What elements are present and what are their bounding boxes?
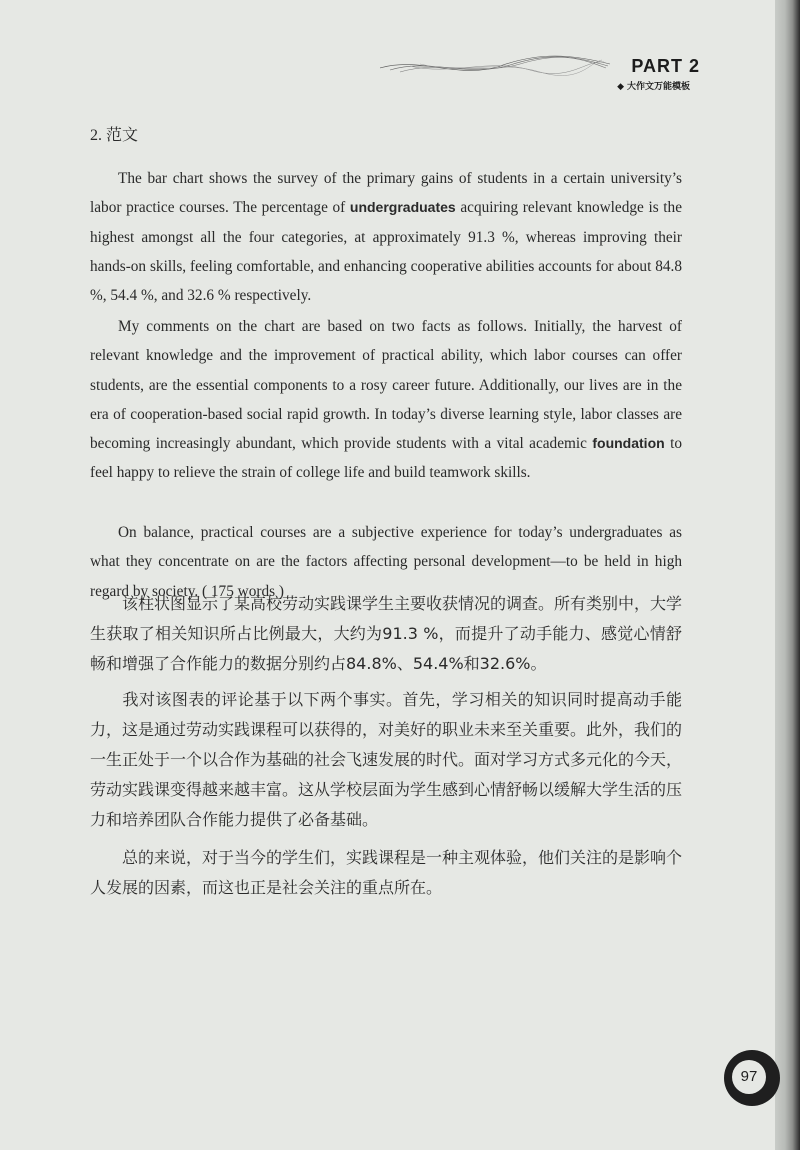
page-number-badge [724, 1050, 780, 1106]
essay-p1-end: acquiring relevant knowledge is the highest amongst all the four categories, at approximately 91.3 %, whereas improving their hands-on skills, feeling comfortable, and enhancing cooperative abilities accounts for about 84.8 %, 54.4 %, and 32.6 % respectively. [90, 199, 682, 305]
part-subtitle-text: 大作文万能模板 [626, 81, 690, 91]
translation-paragraph-2 [90, 685, 682, 835]
part-title: PART 2 [631, 56, 700, 76]
translation-paragraph-1 [90, 589, 682, 679]
diamond-icon: ◆ [617, 81, 624, 91]
essay-p3-text: On balance, practical courses are a subjective experience for today’s undergraduates as what they concentrate on are the factors affecting personal development—to be held in high regard by society. ( 175 words ) [90, 524, 682, 600]
part-subtitle [617, 79, 690, 92]
header-wave-decoration [380, 46, 610, 86]
essay-p1-bold: undergraduates [349, 199, 456, 216]
essay-paragraph-2 [90, 312, 682, 488]
translation-p1-text: 该柱状图显示了某高校劳动实践课学生主要收获情况的调查。所有类别中，大学生获取了相关知识所占比例最大，大约为91.3 %，而提升了动手能力、感觉心情舒畅和增强了合作能力的数据分别约占84.8%、54.4%和32.6%。 [90, 594, 683, 673]
translation-p2-text: 我对该图表的评论基于以下两个事实。首先，学习相关的知识同时提高动手能力，这是通过劳动实践课程可以获得的，对美好的职业未来至关重要。此外，我们的一生正处于一个以合作为基础的社会飞速发展的时代。面对学习方式多元化的今天，劳动实践课变得越来越丰富。这从学校层面为学生感到心情舒畅以缓解大学生活的压力和培养团队合作能力提供了必备基础。 [90, 690, 683, 829]
translation-p3-text: 总的来说，对于当今的学生们，实践课程是一种主观体验，他们关注的是影响个人发展的因素，而这也正是社会关注的重点所在。 [90, 848, 683, 897]
translation-paragraph-3 [90, 843, 682, 903]
essay-p2-end: to feel happy to relieve the strain of college life and build teamwork skills. [90, 435, 682, 482]
essay-p2-bold: foundation [592, 435, 665, 452]
essay-p2-start: My comments on the chart are based on two facts as follows. Initially, the harvest of relevant knowledge and the improvement of practical ability, which labor courses can offer students, are the essential components to a rosy career future. Additionally, our lives are in the era of cooperation-based social rapid growth. In today’s diverse learning style, labor classes are becoming increasingly abundant, which provide students with a vital academic [90, 318, 682, 453]
essay-paragraph-1 [90, 164, 682, 310]
essay-p1-start: The bar chart shows the survey of the primary gains of students in a certain university’s labor practice courses. The percentage of [90, 170, 682, 217]
page-number: 97 [732, 1060, 766, 1094]
book-page-edge [775, 0, 800, 1150]
section-heading: 2. 范文 [90, 127, 139, 144]
